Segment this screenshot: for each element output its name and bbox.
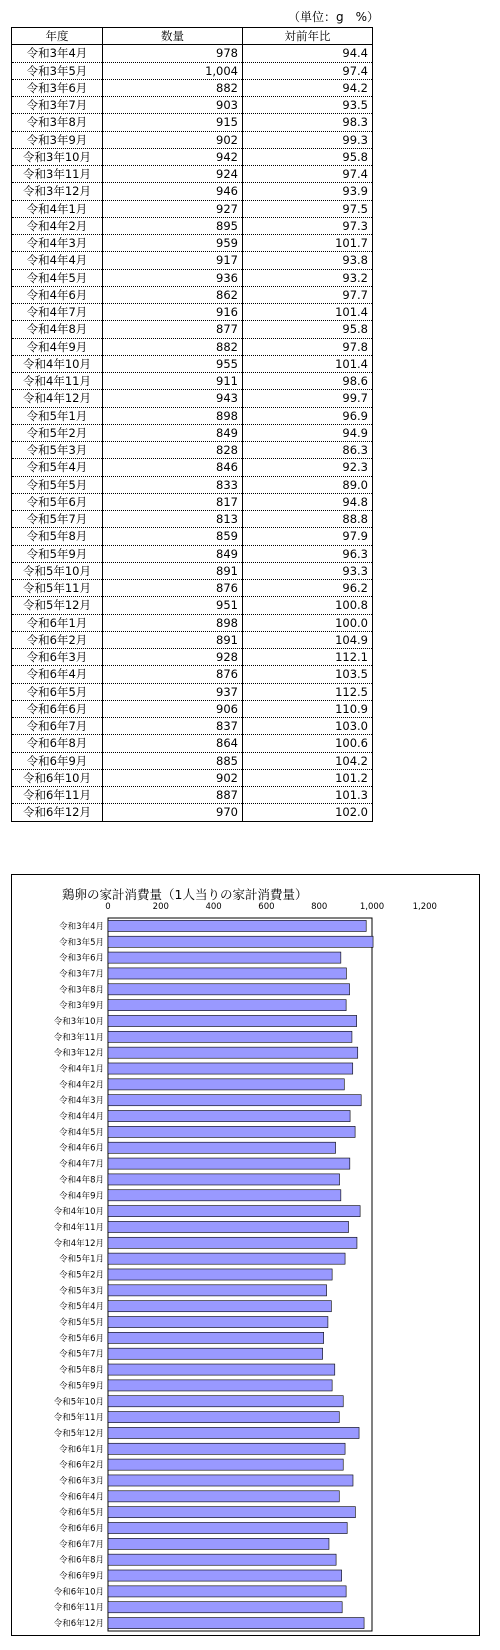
- table-row: [12, 631, 373, 648]
- header-quantity: 数量: [103, 28, 243, 45]
- category-label: 令和4年5月: [59, 1127, 104, 1138]
- cell-period: 令和4年9月: [12, 338, 103, 355]
- category-label: 令和6年12月: [53, 1619, 104, 1630]
- table-row: [12, 97, 373, 114]
- cell-yoy: 112.5: [243, 683, 373, 700]
- cell-yoy: 98.6: [243, 373, 373, 390]
- cell-period: 令和6年9月: [12, 752, 103, 769]
- category-label: 令和4年1月: [59, 1064, 104, 1075]
- cell-period: 令和4年10月: [12, 355, 103, 372]
- table-row: [12, 235, 373, 252]
- cell-quantity: 833: [103, 476, 243, 493]
- bar: [108, 1554, 336, 1565]
- category-label: 令和4年10月: [53, 1207, 104, 1218]
- bar: [108, 1015, 357, 1026]
- table-row: [12, 114, 373, 131]
- cell-quantity: 955: [103, 355, 243, 372]
- bar: [108, 1079, 344, 1090]
- bar: [108, 1332, 324, 1343]
- cell-period: 令和5年12月: [12, 597, 103, 614]
- category-label: 令和6年4月: [59, 1492, 104, 1503]
- table-row: [12, 183, 373, 200]
- x-tick-label: 800: [311, 902, 328, 912]
- table-header-row: [12, 28, 373, 45]
- cell-quantity: 924: [103, 166, 243, 183]
- category-label: 令和6年7月: [59, 1539, 104, 1550]
- table-row: [12, 804, 373, 821]
- cell-period: 令和5年6月: [12, 493, 103, 510]
- category-label: 令和5年11月: [53, 1413, 104, 1424]
- cell-period: 令和4年12月: [12, 390, 103, 407]
- category-label: 令和6年1月: [59, 1444, 104, 1455]
- cell-yoy: 100.6: [243, 735, 373, 752]
- table-row: [12, 718, 373, 735]
- bar: [108, 1380, 332, 1391]
- cell-quantity: 876: [103, 666, 243, 683]
- cell-yoy: 104.2: [243, 752, 373, 769]
- table-row: [12, 217, 373, 234]
- cell-yoy: 112.1: [243, 649, 373, 666]
- cell-period: 令和4年3月: [12, 235, 103, 252]
- bar: [108, 1237, 357, 1248]
- table-row: [12, 390, 373, 407]
- cell-yoy: 104.9: [243, 631, 373, 648]
- table-row: [12, 735, 373, 752]
- bar: [108, 920, 366, 931]
- bar: [108, 936, 373, 947]
- header-period: 年度: [12, 28, 103, 45]
- bar: [108, 1522, 347, 1533]
- category-label: 令和4年6月: [59, 1143, 104, 1154]
- cell-period: 令和4年2月: [12, 217, 103, 234]
- cell-quantity: 837: [103, 718, 243, 735]
- bar: [108, 1364, 335, 1375]
- bar: [108, 1396, 343, 1407]
- cell-yoy: 94.8: [243, 493, 373, 510]
- x-tick-label: 1,200: [412, 902, 437, 912]
- category-label: 令和5年9月: [59, 1381, 104, 1392]
- bar: [108, 1348, 323, 1359]
- cell-yoy: 95.8: [243, 148, 373, 165]
- cell-quantity: 959: [103, 235, 243, 252]
- cell-yoy: 97.4: [243, 166, 373, 183]
- category-label: 令和3年6月: [59, 953, 104, 964]
- bar: [108, 968, 346, 979]
- table-row: [12, 62, 373, 79]
- table-row: [12, 79, 373, 96]
- cell-quantity: 915: [103, 114, 243, 131]
- bar: [108, 1206, 360, 1217]
- cell-period: 令和5年5月: [12, 476, 103, 493]
- cell-period: 令和4年5月: [12, 269, 103, 286]
- cell-yoy: 88.8: [243, 511, 373, 528]
- cell-period: 令和6年1月: [12, 614, 103, 631]
- category-label: 令和4年11月: [53, 1222, 104, 1233]
- bar: [108, 984, 350, 995]
- cell-period: 令和3年11月: [12, 166, 103, 183]
- table-row: [12, 476, 373, 493]
- cell-period: 令和4年1月: [12, 200, 103, 217]
- bar: [108, 1000, 346, 1011]
- cell-quantity: 943: [103, 390, 243, 407]
- cell-yoy: 101.2: [243, 769, 373, 786]
- category-label: 令和3年4月: [59, 921, 104, 932]
- category-label: 令和6年10月: [53, 1587, 104, 1598]
- table-row: [12, 683, 373, 700]
- cell-period: 令和6年6月: [12, 700, 103, 717]
- cell-yoy: 97.5: [243, 200, 373, 217]
- category-label: 令和3年7月: [59, 969, 104, 980]
- category-label: 令和3年9月: [59, 1001, 104, 1012]
- table-row: [12, 407, 373, 424]
- category-label: 令和6年6月: [59, 1524, 104, 1535]
- cell-quantity: 903: [103, 97, 243, 114]
- cell-period: 令和5年8月: [12, 528, 103, 545]
- table-row: [12, 166, 373, 183]
- cell-yoy: 99.7: [243, 390, 373, 407]
- cell-yoy: 93.2: [243, 269, 373, 286]
- chart-frame: [11, 874, 480, 1636]
- cell-period: 令和3年10月: [12, 148, 103, 165]
- table-row: [12, 304, 373, 321]
- cell-quantity: 937: [103, 683, 243, 700]
- bar: [108, 1427, 359, 1438]
- category-label: 令和6年2月: [59, 1460, 104, 1471]
- cell-quantity: 846: [103, 459, 243, 476]
- cell-yoy: 103.0: [243, 718, 373, 735]
- category-label: 令和5年5月: [59, 1318, 104, 1329]
- unit-note: （単位：g %）: [288, 10, 380, 24]
- cell-quantity: 902: [103, 769, 243, 786]
- table-row: [12, 459, 373, 476]
- cell-quantity: 916: [103, 304, 243, 321]
- cell-yoy: 89.0: [243, 476, 373, 493]
- cell-yoy: 101.3: [243, 787, 373, 804]
- cell-period: 令和6年8月: [12, 735, 103, 752]
- cell-yoy: 93.3: [243, 562, 373, 579]
- category-label: 令和5年8月: [59, 1365, 104, 1376]
- cell-yoy: 100.0: [243, 614, 373, 631]
- cell-period: 令和4年11月: [12, 373, 103, 390]
- table-row: [12, 528, 373, 545]
- chart-title: 鶏卵の家計消費量（1人当りの家計消費量）: [62, 887, 308, 902]
- cell-period: 令和6年3月: [12, 649, 103, 666]
- category-label: 令和5年3月: [59, 1286, 104, 1297]
- category-label: 令和4年12月: [53, 1238, 104, 1249]
- table-row: [12, 614, 373, 631]
- bar: [108, 1285, 327, 1296]
- bar: [108, 1586, 346, 1597]
- cell-period: 令和6年10月: [12, 769, 103, 786]
- bar: [108, 1316, 328, 1327]
- category-label: 令和4年2月: [59, 1080, 104, 1091]
- cell-yoy: 97.4: [243, 62, 373, 79]
- cell-yoy: 100.8: [243, 597, 373, 614]
- cell-period: 令和3年7月: [12, 97, 103, 114]
- cell-period: 令和5年4月: [12, 459, 103, 476]
- cell-quantity: 978: [103, 45, 243, 62]
- cell-quantity: 882: [103, 338, 243, 355]
- bar: [108, 952, 341, 963]
- table-row: [12, 545, 373, 562]
- cell-period: 令和6年7月: [12, 718, 103, 735]
- cell-quantity: 936: [103, 269, 243, 286]
- x-tick-label: 400: [205, 902, 222, 912]
- cell-quantity: 911: [103, 373, 243, 390]
- cell-quantity: 1,004: [103, 62, 243, 79]
- cell-yoy: 93.8: [243, 252, 373, 269]
- table-row: [12, 580, 373, 597]
- bar: [108, 1475, 353, 1486]
- bar: [108, 1221, 349, 1232]
- category-label: 令和5年4月: [59, 1302, 104, 1313]
- bar: [108, 1301, 331, 1312]
- cell-period: 令和3年6月: [12, 79, 103, 96]
- cell-period: 令和3年5月: [12, 62, 103, 79]
- bar: [108, 1031, 352, 1042]
- x-tick-label: 600: [258, 902, 275, 912]
- cell-period: 令和6年12月: [12, 804, 103, 821]
- cell-yoy: 101.4: [243, 355, 373, 372]
- cell-yoy: 101.4: [243, 304, 373, 321]
- cell-quantity: 877: [103, 321, 243, 338]
- cell-quantity: 882: [103, 79, 243, 96]
- category-label: 令和3年8月: [59, 985, 104, 996]
- cell-quantity: 927: [103, 200, 243, 217]
- bar: [108, 1269, 332, 1280]
- cell-period: 令和6年4月: [12, 666, 103, 683]
- category-label: 令和4年4月: [59, 1112, 104, 1123]
- category-label: 令和6年3月: [59, 1476, 104, 1487]
- cell-yoy: 96.3: [243, 545, 373, 562]
- cell-yoy: 102.0: [243, 804, 373, 821]
- category-label: 令和5年12月: [53, 1428, 104, 1439]
- cell-period: 令和6年2月: [12, 631, 103, 648]
- cell-yoy: 103.5: [243, 666, 373, 683]
- bar: [108, 1126, 355, 1137]
- cell-period: 令和3年4月: [12, 45, 103, 62]
- bar: [108, 1253, 345, 1264]
- cell-quantity: 917: [103, 252, 243, 269]
- table-row: [12, 442, 373, 459]
- bar: [108, 1443, 345, 1454]
- table-row: [12, 286, 373, 303]
- table-body: [12, 45, 373, 821]
- category-label: 令和5年6月: [59, 1333, 104, 1344]
- table-row: [12, 511, 373, 528]
- cell-yoy: 97.7: [243, 286, 373, 303]
- cell-quantity: 891: [103, 562, 243, 579]
- bar-chart: [12, 875, 479, 1635]
- table-row: [12, 338, 373, 355]
- data-table: [11, 27, 373, 822]
- cell-period: 令和6年5月: [12, 683, 103, 700]
- bar: [108, 1174, 340, 1185]
- category-label: 令和3年5月: [59, 937, 104, 948]
- cell-yoy: 101.7: [243, 235, 373, 252]
- cell-yoy: 97.8: [243, 338, 373, 355]
- category-label: 令和6年5月: [59, 1508, 104, 1519]
- cell-quantity: 928: [103, 649, 243, 666]
- x-tick-label: 1,000: [359, 902, 385, 912]
- table-row: [12, 424, 373, 441]
- x-tick-label: 200: [152, 902, 169, 912]
- cell-quantity: 906: [103, 700, 243, 717]
- table-row: [12, 269, 373, 286]
- category-label: 令和4年8月: [59, 1175, 104, 1186]
- table-row: [12, 700, 373, 717]
- category-label: 令和4年3月: [59, 1096, 104, 1107]
- cell-quantity: 817: [103, 493, 243, 510]
- cell-quantity: 876: [103, 580, 243, 597]
- cell-yoy: 96.2: [243, 580, 373, 597]
- cell-yoy: 95.8: [243, 321, 373, 338]
- cell-quantity: 895: [103, 217, 243, 234]
- bar: [108, 1602, 342, 1613]
- cell-quantity: 864: [103, 735, 243, 752]
- category-label: 令和6年9月: [59, 1571, 104, 1582]
- cell-yoy: 93.9: [243, 183, 373, 200]
- cell-yoy: 94.4: [243, 45, 373, 62]
- cell-period: 令和5年3月: [12, 442, 103, 459]
- cell-period: 令和5年1月: [12, 407, 103, 424]
- cell-quantity: 813: [103, 511, 243, 528]
- bar: [108, 1507, 355, 1518]
- category-label: 令和4年7月: [59, 1159, 104, 1170]
- cell-period: 令和4年7月: [12, 304, 103, 321]
- bar: [108, 1570, 342, 1581]
- table-row: [12, 200, 373, 217]
- table-row: [12, 252, 373, 269]
- cell-quantity: 849: [103, 545, 243, 562]
- bar: [108, 1158, 350, 1169]
- cell-period: 令和6年11月: [12, 787, 103, 804]
- cell-period: 令和5年10月: [12, 562, 103, 579]
- bar: [108, 1095, 361, 1106]
- table-row: [12, 666, 373, 683]
- cell-yoy: 86.3: [243, 442, 373, 459]
- cell-yoy: 94.9: [243, 424, 373, 441]
- cell-yoy: 98.3: [243, 114, 373, 131]
- cell-quantity: 898: [103, 407, 243, 424]
- cell-quantity: 885: [103, 752, 243, 769]
- category-label: 令和5年7月: [59, 1349, 104, 1360]
- category-label: 令和5年10月: [53, 1397, 104, 1408]
- bar: [108, 1618, 364, 1629]
- bar: [108, 1190, 341, 1201]
- cell-quantity: 898: [103, 614, 243, 631]
- x-tick-label: 0: [105, 902, 111, 912]
- cell-quantity: 862: [103, 286, 243, 303]
- cell-yoy: 97.9: [243, 528, 373, 545]
- table-row: [12, 321, 373, 338]
- table-row: [12, 148, 373, 165]
- cell-period: 令和5年11月: [12, 580, 103, 597]
- cell-quantity: 946: [103, 183, 243, 200]
- cell-period: 令和3年8月: [12, 114, 103, 131]
- cell-quantity: 942: [103, 148, 243, 165]
- cell-quantity: 887: [103, 787, 243, 804]
- table-row: [12, 355, 373, 372]
- cell-period: 令和5年2月: [12, 424, 103, 441]
- cell-period: 令和4年4月: [12, 252, 103, 269]
- table-row: [12, 597, 373, 614]
- cell-quantity: 902: [103, 131, 243, 148]
- cell-period: 令和3年12月: [12, 183, 103, 200]
- table-row: [12, 493, 373, 510]
- cell-quantity: 970: [103, 804, 243, 821]
- cell-yoy: 93.5: [243, 97, 373, 114]
- cell-period: 令和4年6月: [12, 286, 103, 303]
- table-row: [12, 131, 373, 148]
- cell-yoy: 110.9: [243, 700, 373, 717]
- category-label: 令和6年11月: [53, 1603, 104, 1614]
- cell-yoy: 97.3: [243, 217, 373, 234]
- table-row: [12, 787, 373, 804]
- table-row: [12, 45, 373, 62]
- cell-yoy: 96.9: [243, 407, 373, 424]
- cell-period: 令和3年9月: [12, 131, 103, 148]
- cell-period: 令和5年7月: [12, 511, 103, 528]
- category-label: 令和3年12月: [53, 1048, 104, 1059]
- cell-quantity: 849: [103, 424, 243, 441]
- bar: [108, 1063, 353, 1074]
- cell-yoy: 92.3: [243, 459, 373, 476]
- bar: [108, 1142, 336, 1153]
- category-label: 令和6年8月: [59, 1555, 104, 1566]
- bar: [108, 1047, 358, 1058]
- table-row: [12, 769, 373, 786]
- category-label: 令和4年9月: [59, 1191, 104, 1202]
- category-label: 令和3年11月: [53, 1032, 104, 1043]
- cell-quantity: 859: [103, 528, 243, 545]
- cell-quantity: 891: [103, 631, 243, 648]
- header-yoy: 対前年比: [243, 28, 373, 45]
- bar: [108, 1491, 339, 1502]
- category-label: 令和3年10月: [53, 1016, 104, 1027]
- bar: [108, 1111, 350, 1122]
- cell-period: 令和5年9月: [12, 545, 103, 562]
- table-row: [12, 752, 373, 769]
- bar: [108, 1412, 339, 1423]
- table-row: [12, 649, 373, 666]
- table-row: [12, 373, 373, 390]
- bar: [108, 1459, 343, 1470]
- category-label: 令和5年2月: [59, 1270, 104, 1281]
- cell-yoy: 99.3: [243, 131, 373, 148]
- category-label: 令和5年1月: [59, 1254, 104, 1265]
- bar: [108, 1538, 329, 1549]
- cell-period: 令和4年8月: [12, 321, 103, 338]
- table-row: [12, 562, 373, 579]
- cell-quantity: 828: [103, 442, 243, 459]
- cell-quantity: 951: [103, 597, 243, 614]
- cell-yoy: 94.2: [243, 79, 373, 96]
